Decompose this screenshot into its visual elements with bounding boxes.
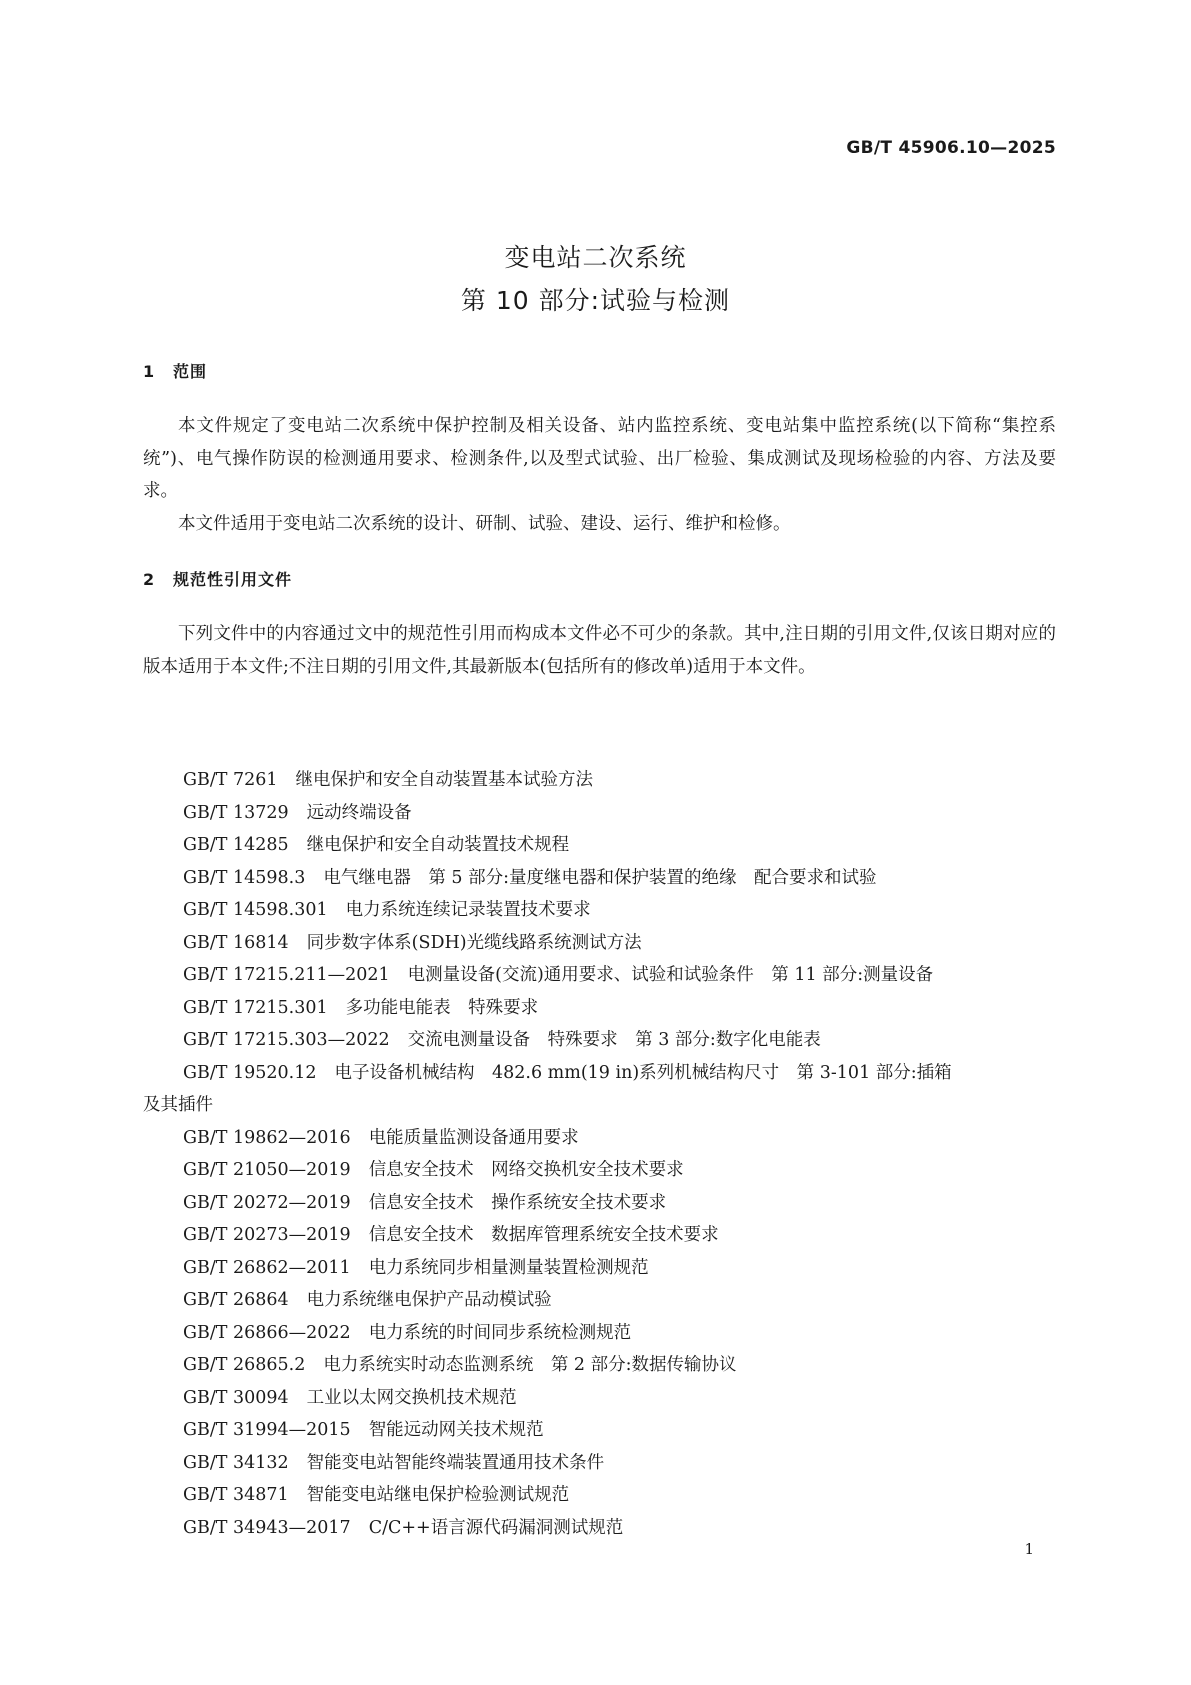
page-number: 1 [1024, 1540, 1034, 1558]
reference-item [183, 992, 1056, 1025]
reference-title: 远动终端设备 [306, 802, 412, 823]
reference-code: GB/T 31994—2015 [183, 1420, 351, 1440]
reference-title: 继电保护和安全自动装置技术规程 [306, 835, 570, 855]
section-1-paragraph-1: 本文件规定了变电站二次系统中保护控制及相关设备、站内监控系统、变电站集中监控系统(以下简称“集控系统”)、电气操作防误的检测通用要求、检测条件,以及型式试验、出厂检验、集成测试及现场检验的内容、方法及要求。 [143, 416, 1056, 501]
section-1-paragraph-2: 本文件适用于变电站二次系统的设计、研制、试验、建设、运行、维护和检修。 [178, 514, 791, 534]
reference-item [183, 894, 1056, 927]
reference-item [183, 1479, 1056, 1512]
reference-code: GB/T 30094 [183, 1387, 289, 1408]
reference-title: 电能质量监测设备通用要求 [368, 1127, 579, 1148]
reference-title: 信息安全技术 数据库管理系统安全技术要求 [368, 1225, 719, 1245]
reference-code: GB/T 26865.2 [183, 1355, 306, 1375]
section-1-title: 范围 [173, 362, 208, 381]
normative-reference-list [143, 764, 1056, 1544]
reference-code: GB/T 14285 [183, 835, 289, 855]
reference-code: GB/T 14598.3 [183, 867, 306, 888]
document-title [0, 236, 1191, 322]
reference-title: 电力系统连续记录装置技术要求 [345, 900, 591, 920]
reference-title: 交流电测量设备 特殊要求 第 3 部分:数字化电能表 [407, 1030, 821, 1050]
reference-item [183, 1284, 1056, 1317]
title-line-2: 第 10 部分:试验与检测 [460, 286, 731, 315]
section-1-number: 1 [143, 362, 156, 381]
reference-title-continuation: 及其插件 [143, 1095, 213, 1115]
reference-item [183, 1122, 1056, 1155]
reference-code: GB/T 16814 [183, 932, 289, 953]
reference-code: GB/T 26866—2022 [183, 1322, 351, 1343]
reference-title: 继电保护和安全自动装置基本试验方法 [295, 770, 594, 790]
reference-item [183, 927, 1056, 960]
reference-code: GB/T 19862—2016 [183, 1127, 351, 1148]
reference-title: 电力系统同步相量测量装置检测规范 [368, 1257, 649, 1278]
reference-code: GB/T 20273—2019 [183, 1225, 351, 1245]
section-2-number: 2 [143, 570, 156, 589]
reference-code: GB/T 19520.12 [183, 1062, 317, 1083]
standard-code: 45906.10—2025 [898, 138, 1056, 158]
reference-item [183, 862, 1056, 895]
reference-title: 电力系统的时间同步系统检测规范 [368, 1322, 632, 1343]
reference-item [183, 1187, 1056, 1220]
reference-code: GB/T 17215.303—2022 [183, 1030, 390, 1050]
reference-code: GB/T 7261 [183, 770, 278, 790]
reference-item [183, 1154, 1056, 1187]
reference-title: 智能远动网关技术规范 [368, 1420, 544, 1440]
reference-title: 同步数字体系(SDH)光缆线路系统测试方法 [306, 932, 642, 953]
reference-item [183, 1349, 1056, 1382]
reference-title: 电力系统继电保护产品动模试验 [306, 1290, 552, 1310]
section-2-intro: 下列文件中的内容通过文中的规范性引用而构成本文件必不可少的条款。其中,注日期的引用文件,仅该日期对应的版本适用于本文件;不注日期的引用文件,其最新版本(包括所有的修改单)适用于本文件。 [143, 624, 1056, 677]
reference-item [183, 764, 1056, 797]
standard-number [846, 138, 1056, 158]
standard-prefix: GB/T [846, 138, 893, 158]
reference-code: GB/T 17215.301 [183, 997, 328, 1018]
reference-code: GB/T 26864 [183, 1290, 289, 1310]
reference-title: 多功能电能表 特殊要求 [345, 997, 539, 1018]
reference-item [143, 1057, 1056, 1122]
reference-item [183, 1382, 1056, 1415]
reference-code: GB/T 17215.211—2021 [183, 965, 390, 985]
reference-item [183, 1512, 1056, 1545]
reference-title: 电测量设备(交流)通用要求、试验和试验条件 第 11 部分:测量设备 [407, 965, 934, 985]
reference-title: 电气继电器 第 5 部分:量度继电器和保护装置的绝缘 配合要求和试验 [323, 867, 877, 888]
reference-code: GB/T 34871 [183, 1485, 289, 1505]
reference-code: GB/T 21050—2019 [183, 1160, 351, 1180]
section-2-title: 规范性引用文件 [173, 570, 293, 589]
reference-item [183, 1024, 1056, 1057]
reference-code: GB/T 13729 [183, 802, 289, 823]
reference-item [183, 1219, 1056, 1252]
title-line-1: 变电站二次系统 [504, 243, 687, 272]
reference-code: GB/T 20272—2019 [183, 1192, 351, 1213]
reference-item [183, 797, 1056, 830]
reference-title: C/C++语言源代码漏洞测试规范 [368, 1517, 624, 1538]
reference-title: 电子设备机械结构 482.6 mm(19 in)系列机械结构尺寸 第 3-101 部分:插箱 [334, 1062, 952, 1083]
reference-code: GB/T 14598.301 [183, 900, 328, 920]
reference-item [183, 1447, 1056, 1480]
reference-item [183, 829, 1056, 862]
reference-title: 信息安全技术 网络交换机安全技术要求 [368, 1160, 684, 1180]
reference-title: 电力系统实时动态监测系统 第 2 部分:数据传输协议 [323, 1355, 737, 1375]
reference-item [183, 1252, 1056, 1285]
reference-code: GB/T 34943—2017 [183, 1517, 351, 1538]
reference-title: 智能变电站继电保护检验测试规范 [306, 1485, 570, 1505]
reference-title: 工业以太网交换机技术规范 [306, 1387, 517, 1408]
section-2-heading [143, 567, 292, 590]
section-1-heading [143, 359, 207, 382]
reference-item [183, 959, 1056, 992]
reference-code: GB/T 26862—2011 [183, 1257, 351, 1278]
reference-code: GB/T 34132 [183, 1452, 289, 1473]
reference-title: 智能变电站智能终端装置通用技术条件 [306, 1452, 605, 1473]
reference-item [183, 1414, 1056, 1447]
reference-item [183, 1317, 1056, 1350]
reference-title: 信息安全技术 操作系统安全技术要求 [368, 1192, 667, 1213]
